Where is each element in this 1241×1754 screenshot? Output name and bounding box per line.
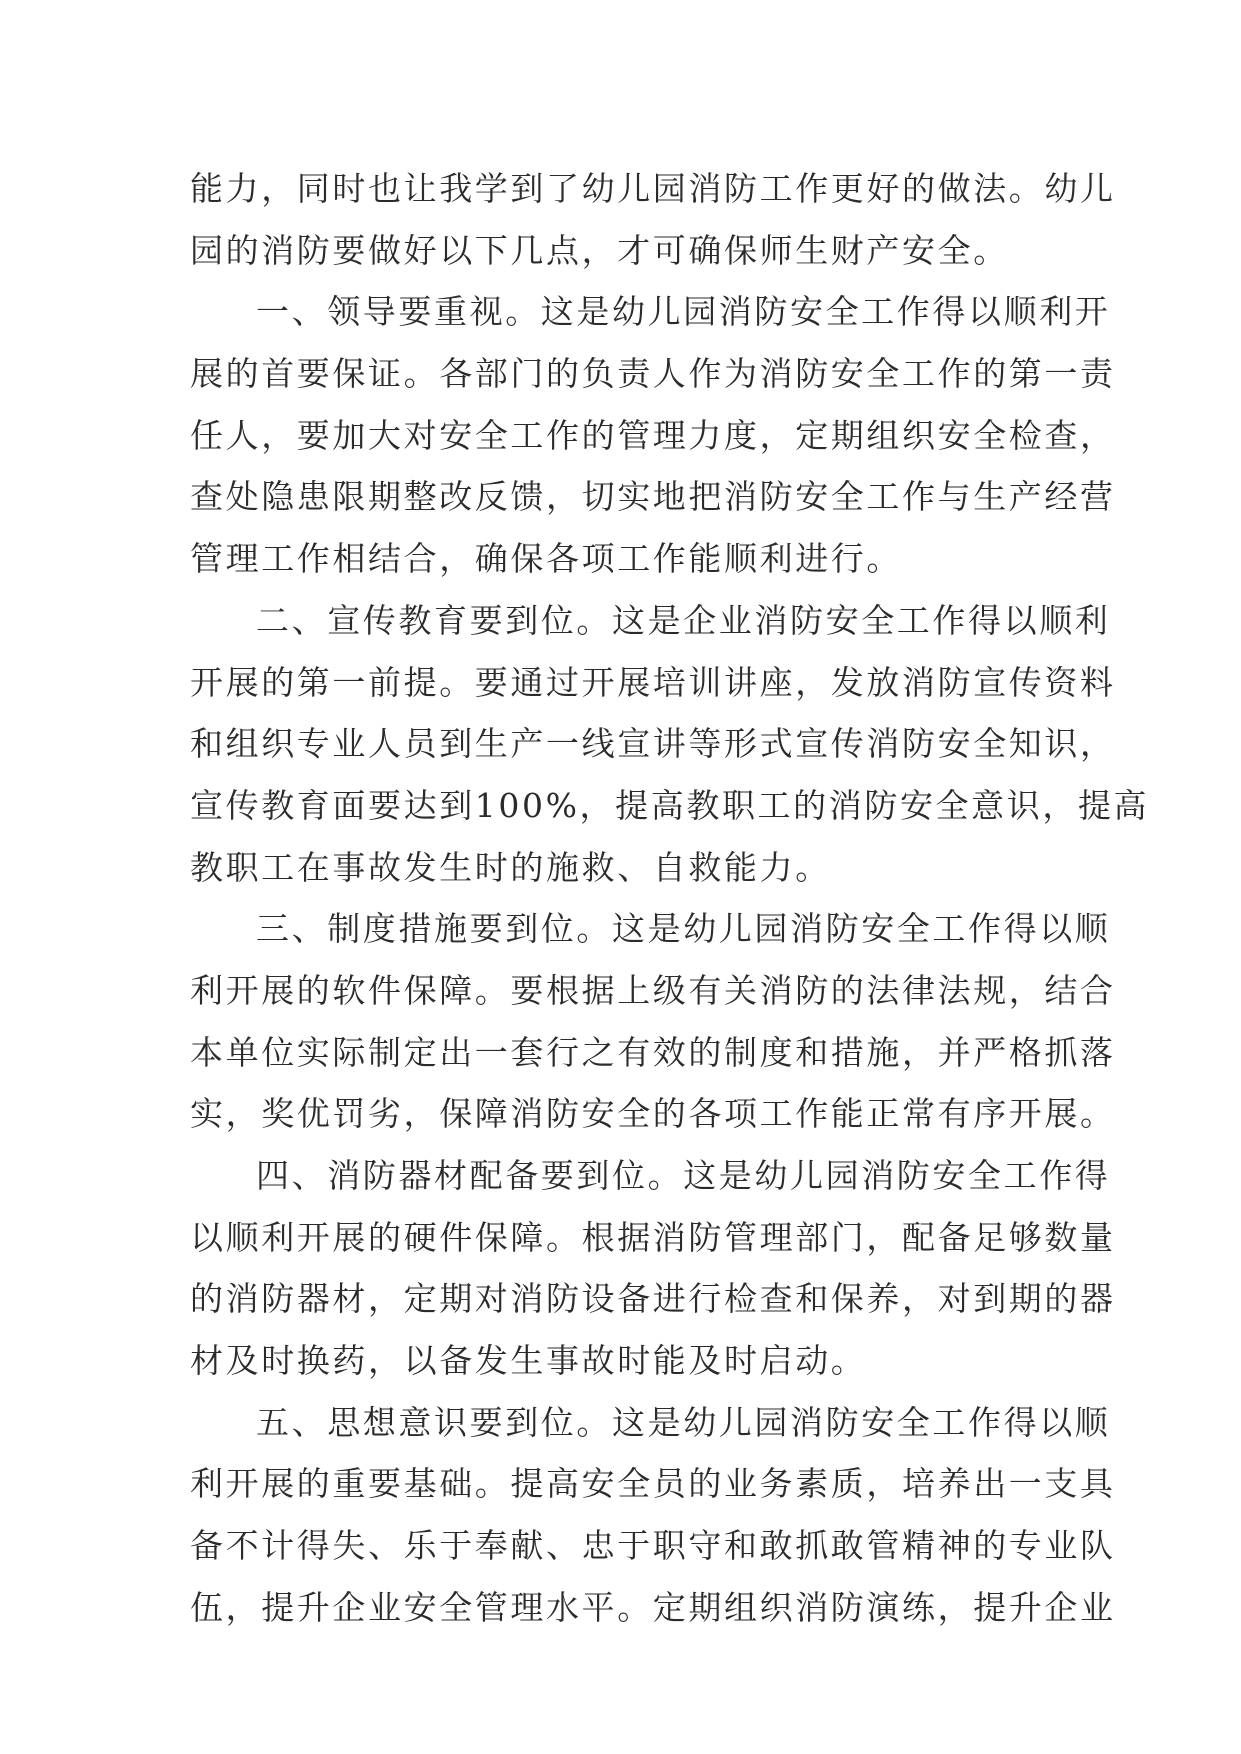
text-line: 备不计得失、乐于奉献、忠于职守和敢抓敢管精神的专业队 bbox=[190, 1526, 1116, 1566]
text-line: 管理工作相结合，确保各项工作能顺利进行。 bbox=[190, 539, 902, 579]
text-line: 本单位实际制定出一套行之有效的制度和措施，并严格抓落 bbox=[190, 1032, 1116, 1072]
text-line: 的消防器材，定期对消防设备进行检查和保养，对到期的器 bbox=[190, 1279, 1116, 1319]
text-line: 园的消防要做好以下几点，才可确保师生财产安全。 bbox=[190, 230, 1009, 270]
text-line: 利开展的重要基础。提高安全员的业务素质，培养出一支具 bbox=[190, 1464, 1116, 1504]
text-line: 和组织专业人员到生产一线宣讲等形式宣传消防安全知识， bbox=[190, 724, 1116, 764]
text-line: 查处隐患限期整改反馈，切实地把消防安全工作与生产经营 bbox=[190, 477, 1116, 517]
text-line: 能力，同时也让我学到了幼儿园消防工作更好的做法。幼儿 bbox=[190, 169, 1116, 208]
text-line: 以顺利开展的硬件保障。根据消防管理部门，配备足够数量 bbox=[190, 1217, 1116, 1257]
text-line: 材及时换药，以备发生事故时能及时启动。 bbox=[190, 1341, 867, 1381]
text-line: 宣传教育面要达到100%，提高教职工的消防安全意识，提高 bbox=[190, 785, 1150, 825]
document-body bbox=[190, 158, 1150, 1639]
paragraph-heading-line: 一、领导要重视。这是幼儿园消防安全工作得以顺利开 bbox=[256, 292, 1111, 332]
text-line: 伍，提升企业安全管理水平。定期组织消防演练，提升企业 bbox=[190, 1587, 1116, 1627]
text-line: 任人，要加大对安全工作的管理力度，定期组织安全检查， bbox=[190, 415, 1116, 455]
text-line: 展的首要保证。各部门的负责人作为消防安全工作的第一责 bbox=[190, 354, 1116, 394]
paragraph-heading-line: 三、制度措施要到位。这是幼儿园消防安全工作得以顺 bbox=[256, 909, 1111, 949]
text-line: 实，奖优罚劣，保障消防安全的各项工作能正常有序开展。 bbox=[190, 1094, 1116, 1134]
paragraph-heading-line: 五、思想意识要到位。这是幼儿园消防安全工作得以顺 bbox=[256, 1402, 1111, 1442]
text-line: 开展的第一前提。要通过开展培训讲座，发放消防宣传资料 bbox=[190, 662, 1116, 702]
paragraph-heading-line: 四、消防器材配备要到位。这是幼儿园消防安全工作得 bbox=[256, 1156, 1111, 1195]
text-line: 教职工在事故发生时的施救、自救能力。 bbox=[190, 847, 831, 887]
text-line: 利开展的软件保障。要根据上级有关消防的法律法规，结合 bbox=[190, 970, 1116, 1010]
paragraph-heading-line: 二、宣传教育要到位。这是企业消防安全工作得以顺利 bbox=[256, 600, 1111, 640]
